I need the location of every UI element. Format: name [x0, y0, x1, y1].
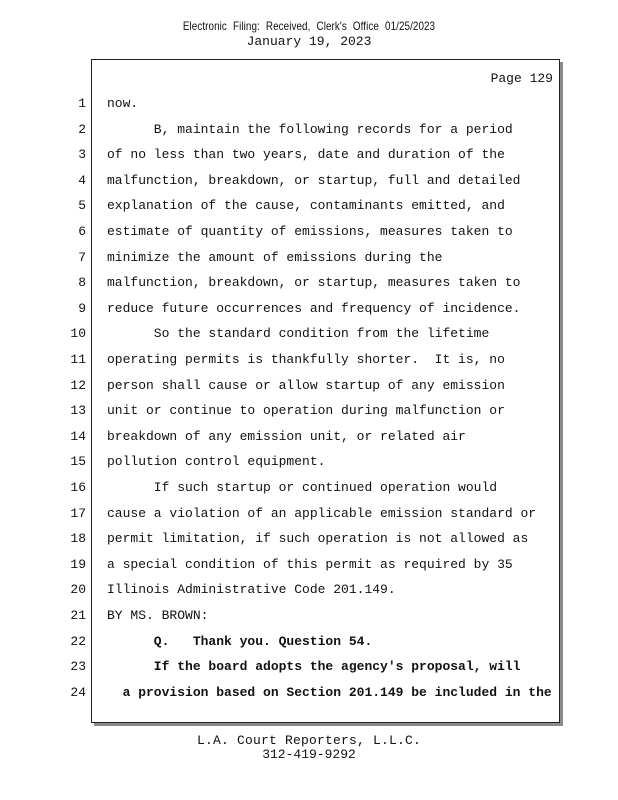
- line-text: If the board adopts the agency's proposal, will: [107, 659, 521, 675]
- line-number: 2: [78, 121, 86, 137]
- hearing-date: January 19, 2023: [246, 34, 372, 49]
- line-text: reduce future occurrences and frequency of incidence.: [107, 300, 521, 316]
- line-number: 10: [70, 326, 86, 342]
- line-number: 21: [70, 608, 86, 623]
- line-text: person shall cause or allow startup of any emission: [107, 377, 505, 393]
- page-number: Page 129: [490, 71, 553, 86]
- line-number: 5: [78, 198, 86, 214]
- line-number: 18: [70, 531, 86, 547]
- line-text: minimize the amount of emissions during the: [107, 249, 443, 265]
- line-number: 13: [70, 403, 86, 419]
- line-text: explanation of the cause, contaminants emitted, and: [107, 198, 505, 214]
- line-text: unit or continue to operation during malfunction or: [107, 403, 505, 419]
- line-number: 7: [78, 249, 86, 265]
- line-number: 12: [70, 377, 86, 393]
- line-number: 6: [78, 224, 86, 239]
- line-text: breakdown of any emission unit, or related air: [107, 428, 466, 444]
- line-number: 20: [70, 582, 86, 598]
- line-number: 15: [70, 454, 86, 470]
- line-number: 24: [70, 684, 86, 700]
- line-number: 8: [78, 275, 86, 291]
- line-text: cause a violation of an applicable emission standard or: [107, 505, 537, 521]
- line-text: Q. Thank you. Question 54.: [107, 633, 373, 649]
- court-reporter-phone: 312-419-9292: [262, 747, 356, 762]
- line-text: a provision based on Section 201.149 be included in the: [107, 684, 552, 700]
- line-text: pollution control equipment.: [107, 454, 326, 470]
- line-text: BY MS. BROWN:: [107, 608, 209, 623]
- line-number: 17: [70, 505, 86, 521]
- line-text: of no less than two years, date and duration of the: [107, 147, 505, 163]
- line-number: 4: [78, 172, 86, 188]
- line-text: malfunction, breakdown, or startup, full and detailed: [107, 172, 521, 188]
- line-number: 23: [70, 659, 86, 675]
- line-number: 22: [70, 633, 86, 649]
- line-number: 19: [70, 556, 86, 572]
- line-text: B, maintain the following records for a period: [107, 121, 513, 137]
- line-text: If such startup or continued operation would: [107, 480, 498, 495]
- line-text: operating permits is thankfully shorter. It is, no: [107, 352, 505, 367]
- line-text: Illinois Administrative Code 201.149.: [107, 582, 396, 598]
- line-text: malfunction, breakdown, or startup, measures taken to: [107, 275, 521, 291]
- line-number: 11: [70, 352, 86, 367]
- line-text: estimate of quantity of emissions, measures taken to: [107, 224, 513, 239]
- line-number: 1: [78, 96, 86, 111]
- line-text: now.: [107, 96, 139, 111]
- line-number: 14: [70, 428, 86, 444]
- court-reporter-name: L.A. Court Reporters, L.L.C.: [196, 733, 422, 748]
- line-number: 16: [70, 480, 86, 495]
- filing-stamp: Electronic Filing: Received, Clerk's Office 01/25/2023: [182, 19, 436, 33]
- line-text: permit limitation, if such operation is not allowed as: [107, 531, 529, 547]
- line-number: 3: [78, 147, 86, 163]
- line-number: 9: [78, 300, 86, 316]
- line-text: So the standard condition from the lifetime: [107, 326, 490, 342]
- line-text: a special condition of this permit as required by 35: [107, 556, 513, 572]
